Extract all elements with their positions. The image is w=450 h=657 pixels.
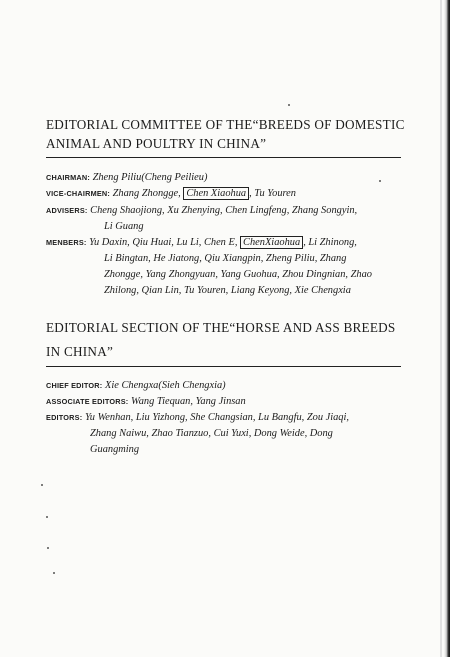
advisers-names: Cheng Shaojiong, Xu Zhenying, Chen Lingfeng, Zhang Songyin, — [90, 205, 358, 216]
speck — [46, 516, 48, 518]
boxed-name: ChenXiaohua — [240, 236, 303, 249]
speck — [47, 547, 49, 549]
boxed-name: Chen Xiaohua — [183, 187, 249, 200]
page-shadow — [440, 0, 442, 657]
vice-chairmen-label: VICE-CHAIRMEN: — [46, 189, 111, 198]
editors-names: Yu Wenhan, Liu Yizhong, She Changsian, Lu Bangfu, Zou Jiaqi, — [84, 412, 349, 423]
vice-chairmen-names-rest: , Tu Youren — [249, 188, 296, 199]
section-rule — [46, 366, 401, 367]
editors-entry — [46, 410, 416, 425]
associate-editors-entry — [46, 394, 416, 409]
associate-editors-names: Wang Tiequan, Yang Jinsan — [131, 396, 246, 407]
chairman-entry — [46, 170, 416, 185]
chief-editor-label: CHIEF EDITOR: — [46, 381, 103, 390]
section-heading-line2: IN CHINA” — [46, 344, 114, 359]
chief-editor-entry — [46, 378, 416, 393]
members-names-line4: Zhilong, Qian Lin, Tu Youren, Liang Keyong, Xie Chengxia — [104, 285, 351, 296]
vice-chairmen-names: Zhang Zhongge, — [112, 188, 181, 199]
speck — [288, 104, 290, 106]
committee-heading-line2: ANIMAL AND POULTRY IN CHINA” — [46, 136, 267, 151]
vice-chairmen-entry — [46, 186, 416, 201]
speck — [53, 572, 55, 574]
members-names-line3: Zhongge, Yang Zhongyuan, Yang Guohua, Zhou Dingnian, Zhao — [104, 269, 372, 280]
advisers-entry — [46, 203, 416, 218]
editors-label: EDITORS: — [46, 413, 83, 422]
chairman-label: CHAIRMAN: — [46, 173, 90, 182]
chief-editor-names: Xie Chengxa(Sieh Chengxia) — [105, 380, 226, 391]
committee-heading-line1: EDITORIAL COMMITTEE OF THE“BREEDS OF DOMESTIC — [46, 117, 405, 132]
section-heading-line1: EDITORIAL SECTION OF THE“HORSE AND ASS BREEDS — [46, 320, 396, 335]
editors-names-line3: Guangming — [90, 444, 140, 455]
members-label: MENBERS: — [46, 238, 87, 247]
associate-editors-label: ASSOCIATE EDITORS: — [46, 397, 129, 406]
members-entry — [46, 235, 416, 250]
advisers-names-line2: Li Guang — [104, 221, 144, 232]
advisers-label: ADVISERS: — [46, 206, 88, 215]
editors-names-line2: Zhang Naiwu, Zhao Tianzuo, Cui Yuxi, Dong Weide, Dong — [90, 428, 333, 439]
members-names: Yu Daxin, Qiu Huai, Lu Li, Chen E, — [89, 237, 238, 248]
page-edge — [444, 0, 450, 657]
members-names-rest: , Li Zhinong, — [303, 237, 357, 248]
members-names-line2: Li Bingtan, He Jiatong, Qiu Xiangpin, Zheng Piliu, Zhang — [104, 253, 347, 264]
speck — [41, 484, 43, 486]
chairman-names: Zheng Piliu(Cheng Peilieu) — [92, 172, 208, 183]
committee-rule — [46, 157, 401, 158]
